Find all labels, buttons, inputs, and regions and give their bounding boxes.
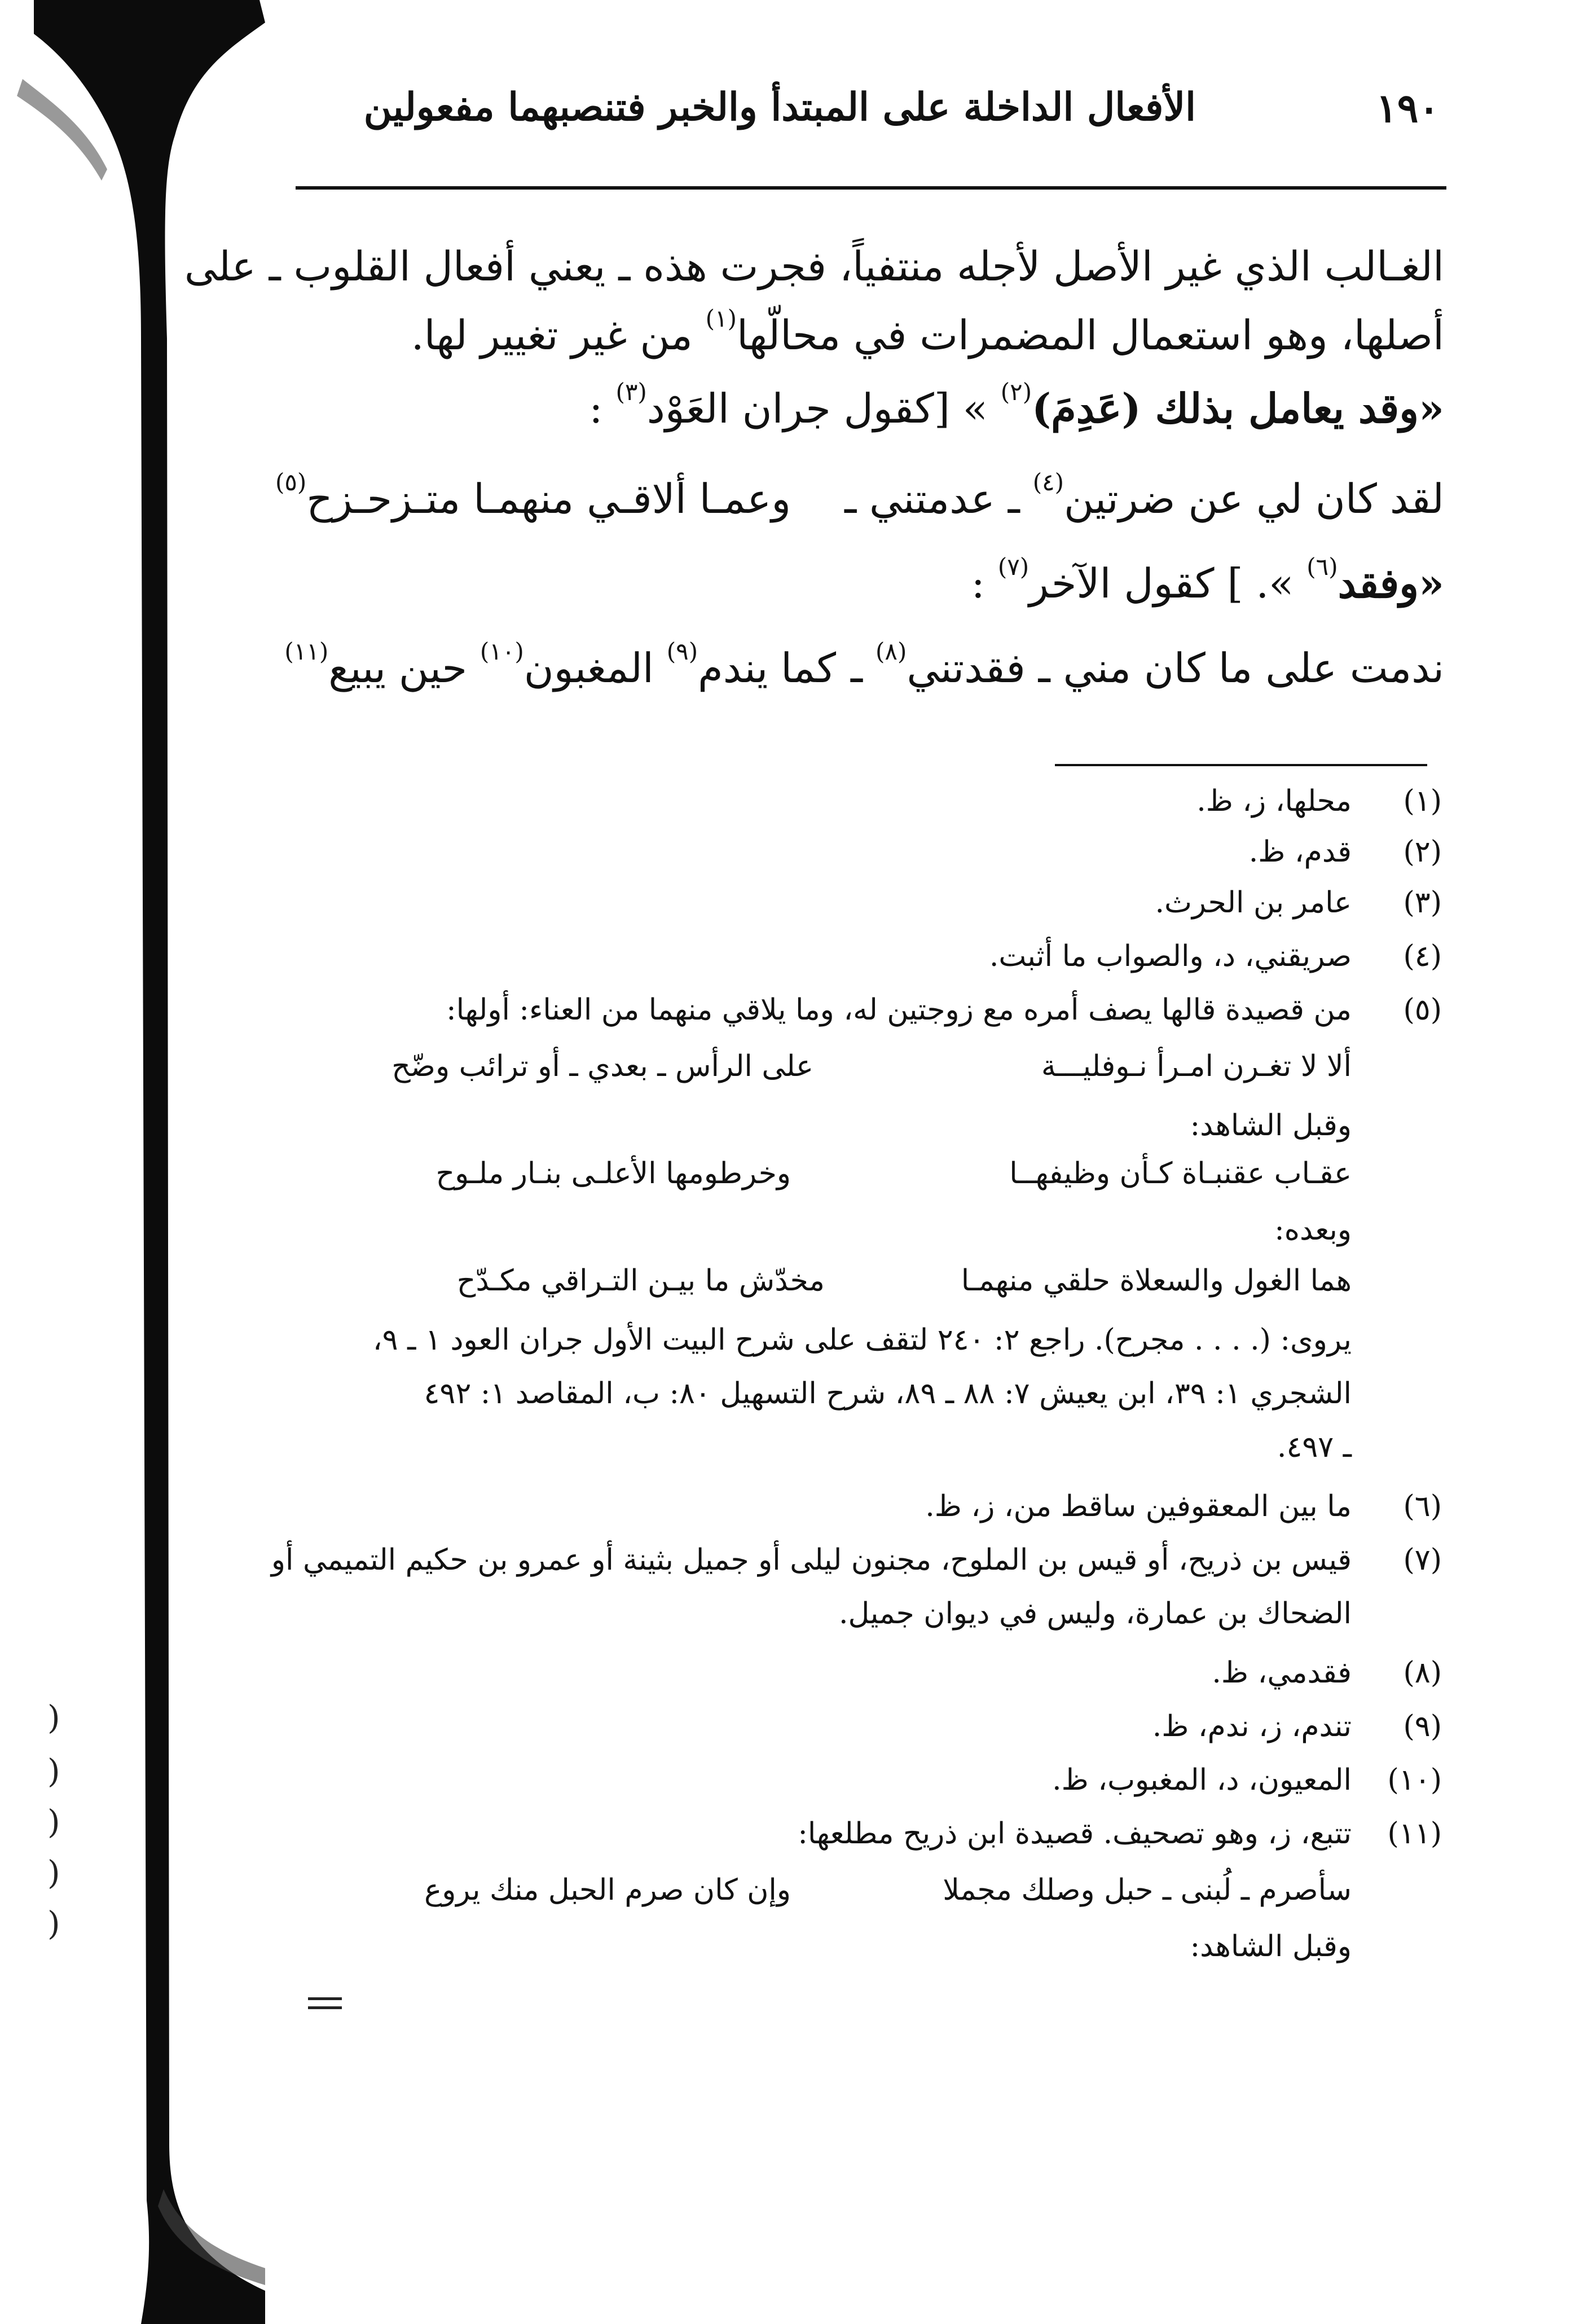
end-mark-line-2 bbox=[308, 2006, 342, 2009]
footnote-8-text: فقدمي، ظ. bbox=[1212, 1656, 1352, 1690]
body-line-1: الغـالب الذي غير الأصل لأجله منتفياً، فجرت هذه ـ يعني أفعال القلوب ـ على bbox=[184, 243, 1444, 290]
footnote-3-number: (٣) bbox=[1403, 886, 1442, 920]
footnote-1-text: محلها، ز، ظ. bbox=[1196, 784, 1352, 818]
footnote-ref-4: (٤) bbox=[1032, 468, 1064, 496]
footnote-5-verse-1-b: على الرأس ـ بعدي ـ أو ترائب وضّح bbox=[391, 1049, 813, 1083]
verse-1-first-hemistich bbox=[844, 468, 1444, 522]
footnote-5-verse-2-b: وخرطومها الأعلـى بنـار ملـوح bbox=[435, 1157, 791, 1190]
body-line-5 bbox=[971, 553, 1444, 607]
footnote-4-text: صريقني، د، والصواب ما أثبت. bbox=[989, 939, 1352, 973]
footnote-7-text-line-2: الضحاك بن عمارة، وليس في ديوان جميل. bbox=[838, 1597, 1352, 1631]
body-line-2 bbox=[411, 305, 1444, 359]
footnote-5-reference-1: يروى: (. . . . مجرح). راجع ٢: ٢٤٠ لتقف على شرح البيت الأول جران العود ١ ـ ٩، bbox=[372, 1323, 1352, 1357]
footnote-ref-1: (١) bbox=[705, 305, 737, 332]
footnote-separator bbox=[1055, 764, 1427, 766]
margin-mark-1: ) bbox=[47, 1698, 60, 1737]
footnote-11-verse-a: سأصرم ـ لُبنى ـ حبل وصلك مجملا bbox=[943, 1873, 1352, 1907]
verse-2-text-c: كما يندم bbox=[698, 644, 836, 692]
footnote-2-number: (٢) bbox=[1403, 835, 1442, 869]
footnote-ref-8: (٨) bbox=[876, 638, 907, 665]
footnote-ref-7: (٧) bbox=[997, 553, 1030, 581]
footnote-7-number: (٧) bbox=[1403, 1543, 1442, 1577]
footnote-7-text-line-1: قيس بن ذريح، أو قيس بن الملوح، مجنون ليلى أو جميل بثينة أو عمرو بن حكيم التميمي أو bbox=[271, 1543, 1352, 1577]
quoted-word: «وفقد bbox=[1338, 559, 1444, 607]
footnote-10-text: المعيون، د، المغبوب، ظ. bbox=[1052, 1763, 1352, 1797]
footnote-5-verse-3-b: مخدّش ما بيـن التـراقي مكـدّح bbox=[456, 1264, 825, 1298]
verse-1-second-hemistich bbox=[275, 468, 791, 522]
footnote-10-number: (١٠) bbox=[1387, 1763, 1442, 1797]
footnote-11-text: تتبع، ز، وهو تصحيف. قصيدة ابن ذريح مطلعها: bbox=[798, 1817, 1352, 1851]
footnote-11-verse-b: وإن كان صرم الحبل منك يروع bbox=[424, 1873, 791, 1907]
verse-2-second-hemistich bbox=[284, 638, 836, 692]
footnote-11-before-label: وقبل الشاهد: bbox=[1190, 1930, 1352, 1963]
footnote-5-verse-1-a: ألا لا تغـرن امـرأ نـوفليـــة bbox=[1041, 1049, 1352, 1083]
verse-2-text-b: ـ bbox=[851, 644, 863, 692]
running-header-title: الأفعال الداخلة على المبتدأ والخبر فتنصبهما مفعولين bbox=[363, 85, 1196, 130]
footnote-2-text: قدم، ظ. bbox=[1248, 835, 1352, 869]
body-line-5-text: ». ] كقول الآخر bbox=[1029, 560, 1294, 607]
footnote-ref-11: (١١) bbox=[284, 638, 329, 665]
body-line-3 bbox=[589, 378, 1444, 432]
footnote-5-reference-2: الشجري ١: ٣٩، ابن يعيش ٧: ٨٨ ـ ٨٩، شرح التسهيل ٨٠: ب، المقاصد ١: ٤٩٢ bbox=[424, 1377, 1352, 1411]
verse-2-first-hemistich bbox=[851, 638, 1444, 692]
body-line-3-text: » [كقول جران العَوْد bbox=[646, 385, 988, 432]
body-line-5-colon: : bbox=[971, 560, 985, 607]
book-binding-shadow bbox=[0, 0, 316, 2324]
footnote-ref-6: (٦) bbox=[1306, 553, 1338, 581]
footnote-5-verse-2-a: عقـاب عقنبـاة كـأن وظيفهــا bbox=[1009, 1157, 1352, 1190]
footnote-ref-3: (٣) bbox=[615, 378, 647, 406]
footnote-5-verse-3-a: هما الغول والسعلاة حلقي منهمـا bbox=[961, 1264, 1352, 1298]
end-mark-line-1 bbox=[308, 1997, 342, 2000]
header-rule bbox=[296, 186, 1446, 190]
footnote-ref-2: (٢) bbox=[1000, 378, 1032, 406]
footnote-11-number: (١١) bbox=[1387, 1817, 1442, 1851]
verse-1-text-a: لقد كان لي عن ضرتين bbox=[1064, 475, 1444, 522]
footnote-1-number: (١) bbox=[1403, 784, 1442, 818]
verse-2-text-e: حين يبيع bbox=[328, 644, 467, 692]
body-line-2-text-end: من غير تغيير لها. bbox=[411, 311, 693, 359]
verse-2-text-d: المغبون bbox=[523, 644, 654, 692]
footnote-9-number: (٩) bbox=[1403, 1710, 1442, 1743]
footnote-5-reference-3: ـ ٤٩٧. bbox=[1277, 1430, 1352, 1464]
margin-mark-3: ) bbox=[47, 1803, 60, 1841]
footnote-ref-9: (٩) bbox=[666, 638, 698, 665]
verse-1-text-b: ـ عدمتني ـ bbox=[844, 475, 1020, 522]
footnote-8-number: (٨) bbox=[1403, 1656, 1442, 1690]
footnote-3-text: عامر بن الحرث. bbox=[1155, 886, 1352, 920]
page-number: ١٩٠ bbox=[1376, 85, 1440, 131]
footnote-6-text: ما بين المعقوفين ساقط من، ز، ظ. bbox=[925, 1490, 1352, 1523]
footnote-4-number: (٤) bbox=[1403, 939, 1442, 973]
verse-1-text-c: وعمـا ألاقـي منهمـا متـزحـزح bbox=[306, 475, 791, 522]
quoted-text: «وقد يعامل بذلك (عَدِمَ) bbox=[1032, 384, 1444, 432]
margin-mark-2: ) bbox=[47, 1752, 60, 1790]
body-line-3-colon: : bbox=[589, 385, 603, 432]
footnote-9-text: تندم، ز، ندم، ظ. bbox=[1152, 1710, 1352, 1743]
footnote-ref-5: (٥) bbox=[275, 468, 307, 496]
footnote-ref-10: (١٠) bbox=[479, 638, 524, 665]
margin-mark-4: ) bbox=[47, 1853, 60, 1892]
footnote-6-number: (٦) bbox=[1403, 1490, 1442, 1523]
verse-2-text-a: ندمت على ما كان مني ـ فقدتني bbox=[907, 644, 1444, 692]
footnote-5-number: (٥) bbox=[1403, 993, 1442, 1027]
footnote-5-text: من قصيدة قالها يصف أمره مع زوجتين له، وما يلاقي منهما من العناء: أولها: bbox=[446, 993, 1352, 1027]
margin-mark-5: ) bbox=[47, 1904, 60, 1943]
body-line-2-text: أصلها، وهو استعمال المضمرات في محالّها bbox=[737, 311, 1444, 359]
footnote-5-after-label: وبعده: bbox=[1274, 1213, 1352, 1247]
footnote-5-before-label: وقبل الشاهد: bbox=[1190, 1109, 1352, 1143]
